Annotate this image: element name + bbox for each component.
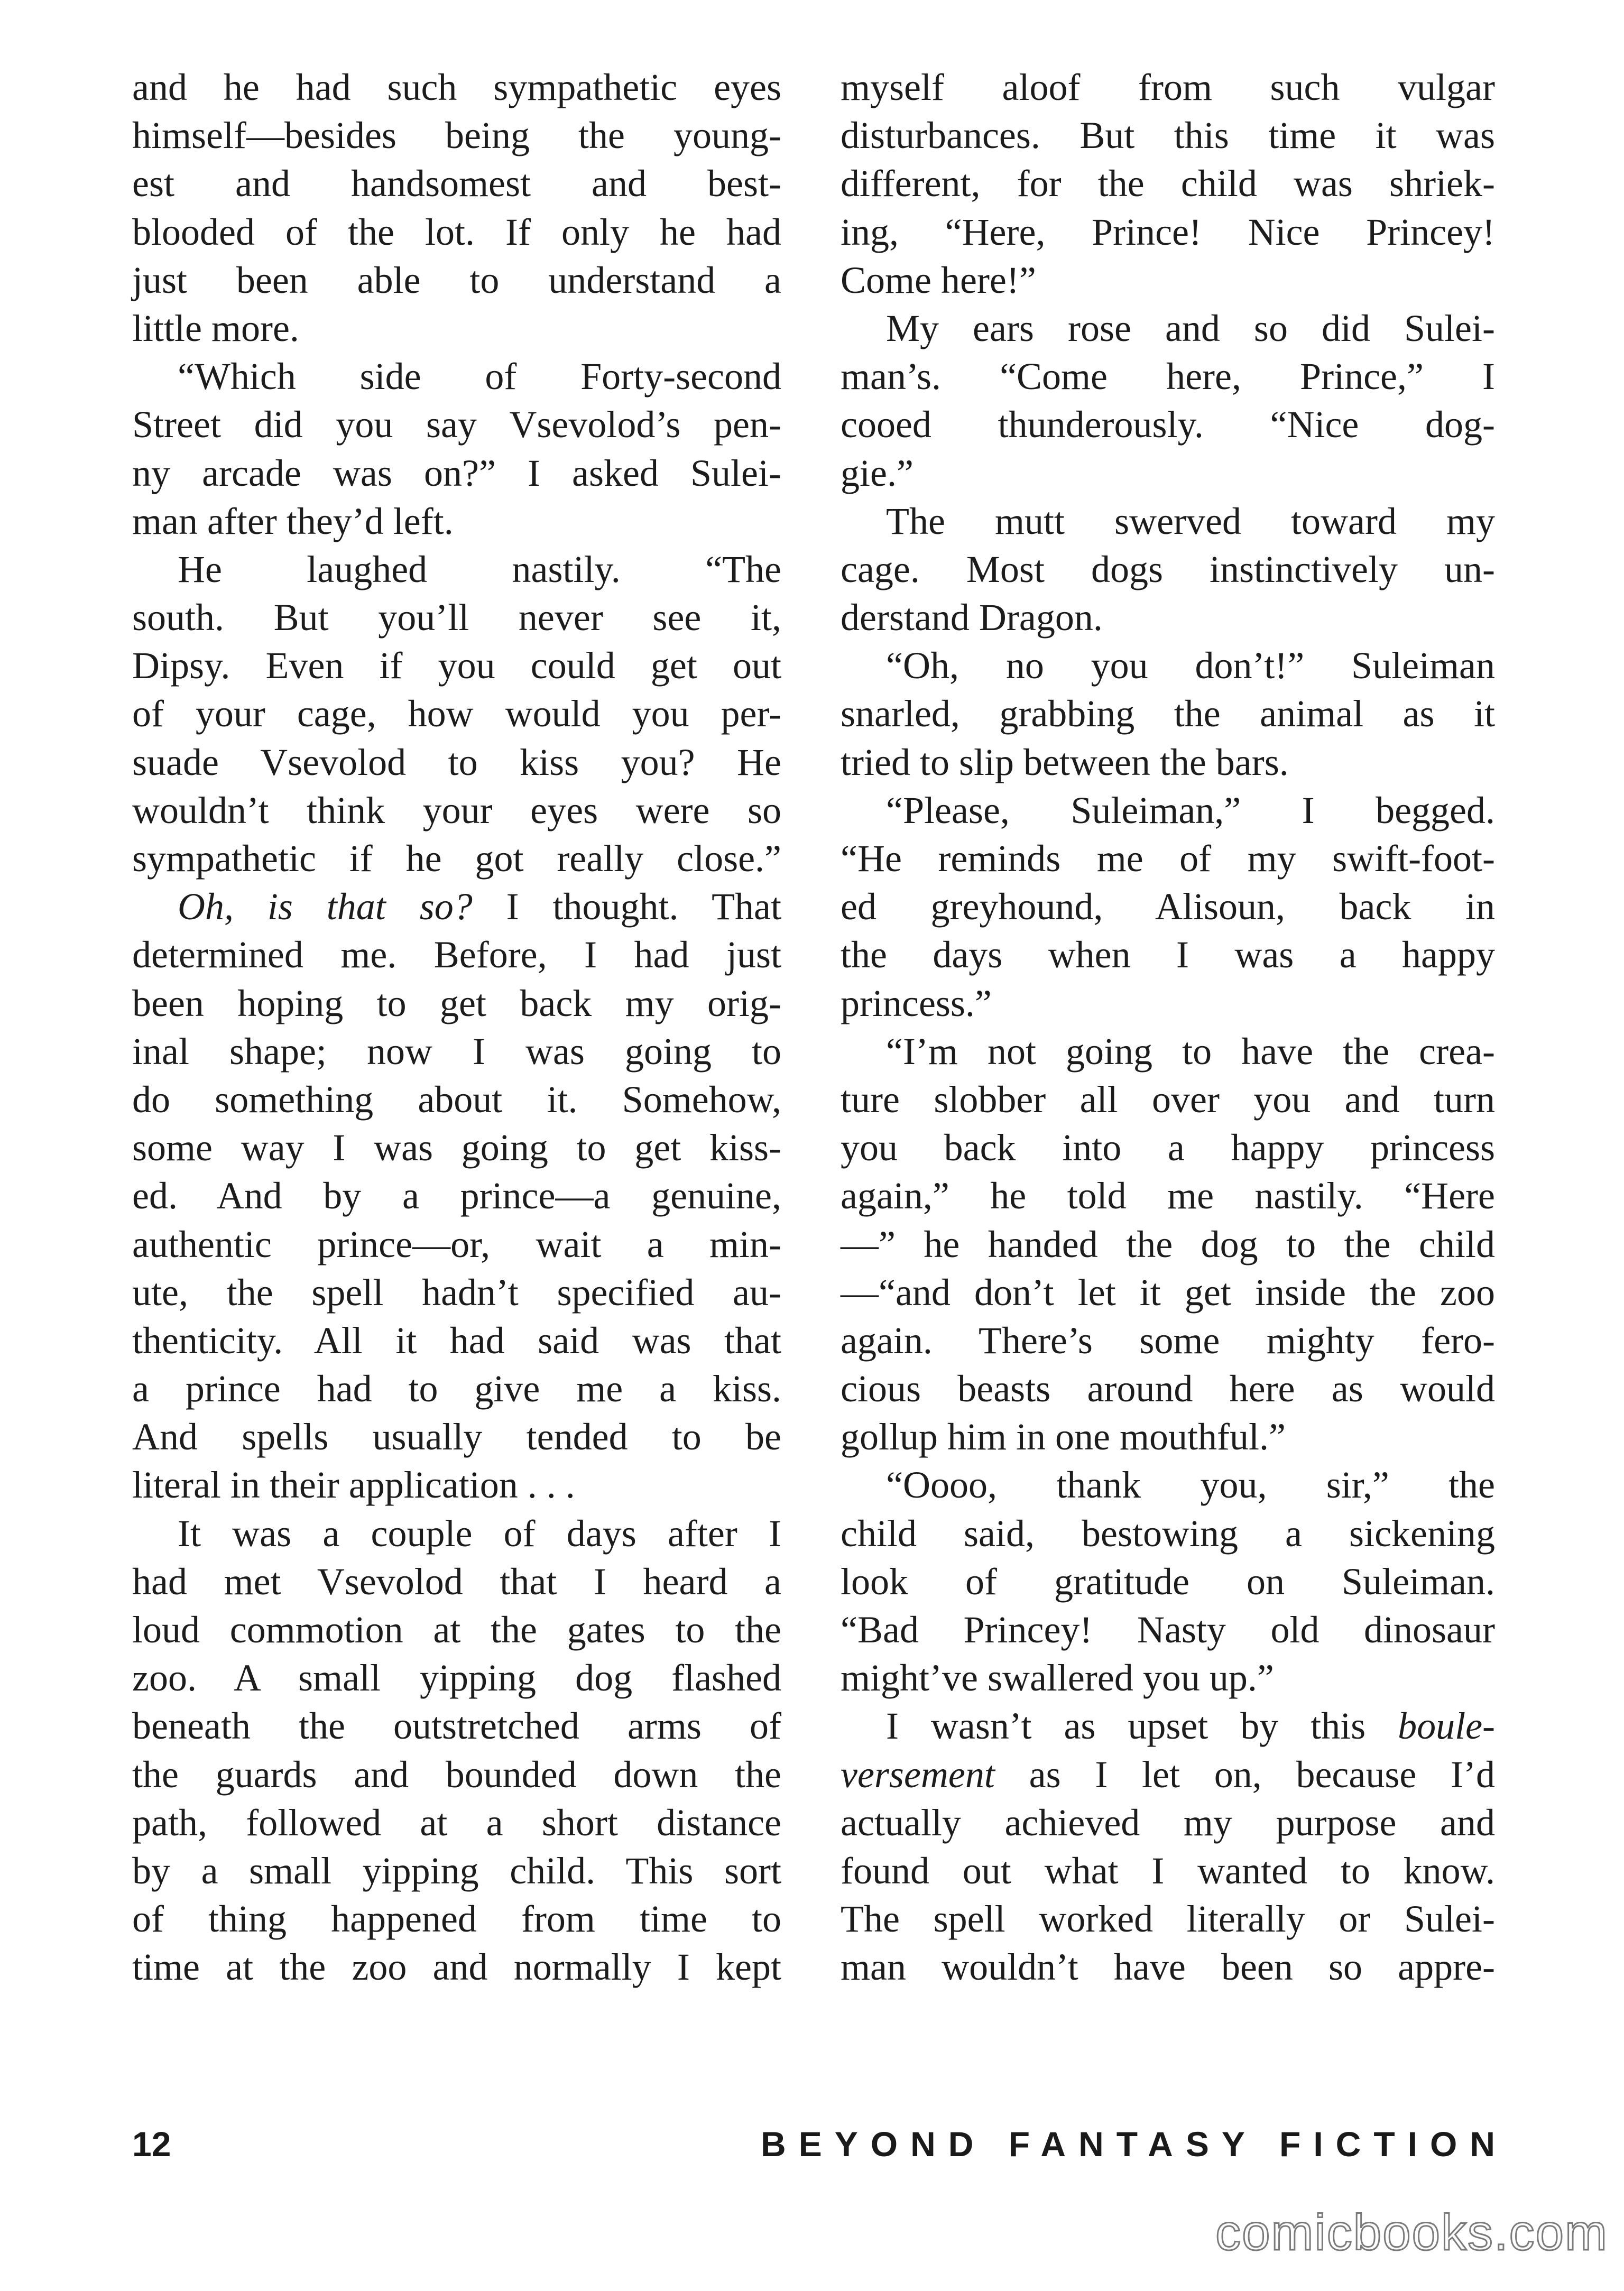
text-line: man’s. “Come here, Prince,” I bbox=[841, 355, 1495, 398]
text-line: “Bad Princey! Nasty old dinosaur bbox=[841, 1609, 1495, 1651]
text-line: blooded of the lot. If only he had bbox=[132, 210, 781, 253]
text-line: sympathetic if he got really close.” bbox=[132, 837, 781, 880]
text-line: zoo. A small yipping dog flashed bbox=[132, 1657, 781, 1699]
text-line: inal shape; now I was going to bbox=[132, 1030, 781, 1073]
watermark: comicbooks.com bbox=[1215, 2204, 1608, 2261]
text-line: ed greyhound, Alisoun, back in bbox=[841, 885, 1495, 928]
text-line: literal in their application . . . bbox=[132, 1464, 575, 1507]
text-line: snarled, grabbing the animal as it bbox=[841, 692, 1495, 735]
italic-segment: versement bbox=[841, 1753, 995, 1796]
right-text-column bbox=[841, 63, 1495, 1992]
text-line: princess.” bbox=[841, 982, 992, 1024]
italic-segment: boule- bbox=[1398, 1705, 1495, 1748]
text-line: ute, the spell hadn’t specified au- bbox=[132, 1271, 781, 1314]
text-segment: as I let on, because I’d bbox=[994, 1753, 1495, 1796]
italic-segment: Oh, is that so? bbox=[178, 885, 473, 928]
text-line: cooed thunderously. “Nice dog- bbox=[841, 403, 1495, 446]
text-line: do something about it. Somehow, bbox=[132, 1078, 781, 1121]
text-line: beneath the outstretched arms of bbox=[132, 1705, 781, 1748]
text-line: determined me. Before, I had just bbox=[132, 934, 781, 976]
text-line: He laughed nastily. “The bbox=[178, 548, 781, 590]
text-line: man wouldn’t have been so appre- bbox=[841, 1946, 1495, 1989]
text-line: gie.” bbox=[841, 451, 914, 494]
text-line: child said, bestowing a sickening bbox=[841, 1512, 1495, 1555]
text-line: some way I was going to get kiss- bbox=[132, 1126, 781, 1169]
text-line: “I’m not going to have the crea- bbox=[886, 1030, 1495, 1073]
text-line: of your cage, how would you per- bbox=[132, 692, 781, 735]
text-line bbox=[841, 1702, 1495, 1750]
text-line: The spell worked literally or Sulei- bbox=[841, 1898, 1495, 1941]
text-line: path, followed at a short distance bbox=[132, 1801, 781, 1844]
text-line: and he had such sympathetic eyes bbox=[132, 66, 781, 108]
text-line: found out what I wanted to know. bbox=[841, 1849, 1495, 1892]
running-title: BEYOND FANTASY FICTION bbox=[761, 2124, 1508, 2164]
left-text-column bbox=[132, 63, 781, 1992]
text-line: little more. bbox=[132, 307, 299, 349]
text-line: himself—besides being the young- bbox=[132, 114, 781, 157]
text-line: Come here!” bbox=[841, 258, 1036, 301]
text-line: It was a couple of days after I bbox=[178, 1512, 781, 1555]
text-segment: I thought. That bbox=[472, 885, 782, 928]
text-line: just been able to understand a bbox=[132, 258, 781, 301]
text-line: tried to slip between the bars. bbox=[841, 741, 1289, 783]
text-line: again. There’s some mighty fero- bbox=[841, 1319, 1495, 1362]
text-line: might’ve swallered you up.” bbox=[841, 1657, 1274, 1699]
text-line: man after they’d left. bbox=[132, 500, 454, 542]
text-line: the days when I was a happy bbox=[841, 934, 1495, 976]
text-line: “Please, Suleiman,” I begged. bbox=[886, 789, 1495, 832]
text-line: loud commotion at the gates to the bbox=[132, 1609, 781, 1651]
page-number: 12 bbox=[132, 2124, 171, 2164]
text-line: look of gratitude on Suleiman. bbox=[841, 1560, 1495, 1603]
text-line: “Oooo, thank you, sir,” the bbox=[886, 1464, 1495, 1507]
text-line: gollup him in one mouthful.” bbox=[841, 1416, 1286, 1458]
text-line: a prince had to give me a kiss. bbox=[132, 1368, 781, 1410]
text-line: ing, “Here, Prince! Nice Princey! bbox=[841, 210, 1495, 253]
text-line: suade Vsevolod to kiss you? He bbox=[132, 741, 781, 783]
text-line: thenticity. All it had said was that bbox=[132, 1319, 781, 1362]
text-line: derstand Dragon. bbox=[841, 596, 1103, 639]
text-line: you back into a happy princess bbox=[841, 1126, 1495, 1169]
text-line: cious beasts around here as would bbox=[841, 1368, 1495, 1410]
text-line: of thing happened from time to bbox=[132, 1898, 781, 1941]
text-line: by a small yipping child. This sort bbox=[132, 1849, 781, 1892]
text-line: “Which side of Forty-second bbox=[178, 355, 781, 398]
text-line: wouldn’t think your eyes were so bbox=[132, 789, 781, 832]
text-line: south. But you’ll never see it, bbox=[132, 596, 781, 639]
text-line: ed. And by a prince—a genuine, bbox=[132, 1175, 781, 1217]
text-line: Dipsy. Even if you could get out bbox=[132, 644, 781, 687]
text-line: “He reminds me of my swift-foot- bbox=[841, 837, 1495, 880]
text-line: had met Vsevolod that I heard a bbox=[132, 1560, 781, 1603]
text-line: ny arcade was on?” I asked Sulei- bbox=[132, 451, 781, 494]
text-line: time at the zoo and normally I kept bbox=[132, 1946, 781, 1989]
text-line: My ears rose and so did Sulei- bbox=[886, 307, 1495, 349]
text-line: Street did you say Vsevolod’s pen- bbox=[132, 403, 781, 446]
text-line: “Oh, no you don’t!” Suleiman bbox=[886, 644, 1495, 687]
text-line: The mutt swerved toward my bbox=[886, 500, 1495, 542]
text-line: authentic prince—or, wait a min- bbox=[132, 1223, 781, 1265]
text-line bbox=[841, 1751, 1495, 1799]
text-line: again,” he told me nastily. “Here bbox=[841, 1175, 1495, 1217]
text-line bbox=[132, 883, 781, 931]
text-line: ture slobber all over you and turn bbox=[841, 1078, 1495, 1121]
text-line: different, for the child was shriek- bbox=[841, 162, 1495, 205]
text-line: been hoping to get back my orig- bbox=[132, 982, 781, 1024]
text-line: myself aloof from such vulgar bbox=[841, 66, 1495, 108]
text-line: —“and don’t let it get inside the zoo bbox=[841, 1271, 1495, 1314]
text-line: actually achieved my purpose and bbox=[841, 1801, 1495, 1844]
text-line: cage. Most dogs instinctively un- bbox=[841, 548, 1495, 590]
text-segment: I wasn’t as upset by this bbox=[886, 1705, 1398, 1748]
text-line: And spells usually tended to be bbox=[132, 1416, 781, 1458]
text-line: —” he handed the dog to the child bbox=[841, 1223, 1495, 1265]
text-line: the guards and bounded down the bbox=[132, 1753, 781, 1796]
text-line: disturbances. But this time it was bbox=[841, 114, 1495, 157]
text-line: est and handsomest and best- bbox=[132, 162, 781, 205]
